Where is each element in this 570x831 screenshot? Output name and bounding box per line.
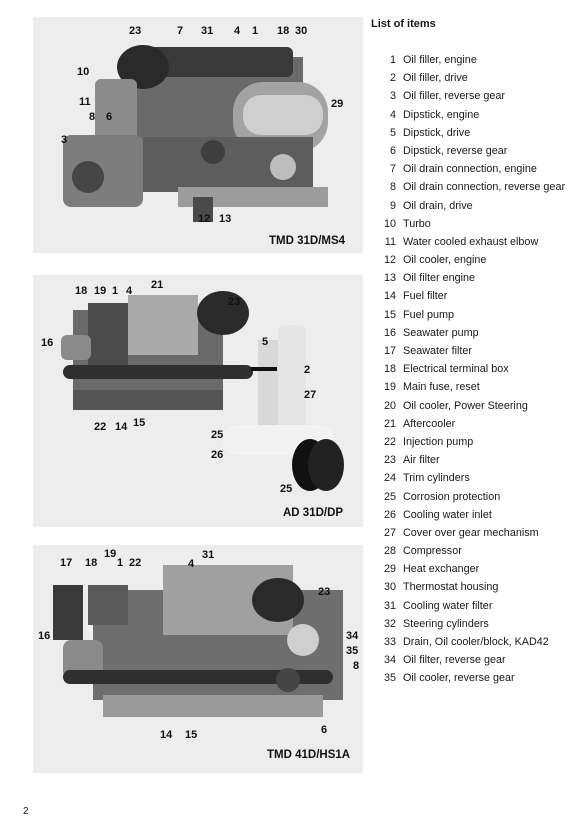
list-item: [371, 200, 566, 213]
engine-photo-tmd31d-ms4: [33, 17, 363, 253]
callout-15: 15: [133, 417, 146, 429]
callout-8: 8: [89, 111, 96, 123]
item-number: 30: [383, 581, 396, 594]
item-label: Air filter: [403, 454, 440, 467]
callout-14: 14: [115, 421, 128, 433]
callout-19: 19: [104, 548, 117, 560]
item-label: Dipstick, drive: [403, 126, 471, 139]
list-item: [371, 472, 566, 485]
item-label: Dipstick, engine: [403, 108, 480, 121]
items-list: [371, 54, 566, 691]
item-label: Fuel pump: [403, 308, 455, 321]
list-item: [371, 145, 566, 158]
callout-14: 14: [160, 729, 173, 741]
engine-photo-ad31d-dp: [33, 275, 363, 527]
item-label: Thermostat housing: [403, 581, 499, 594]
item-number: 3: [389, 90, 396, 103]
engine-illustration-3: [33, 545, 363, 773]
item-number: 24: [383, 472, 396, 485]
item-number: 19: [383, 381, 396, 394]
item-label: Cover over gear mechanism: [403, 526, 539, 539]
item-number: 26: [383, 508, 396, 521]
item-number: 18: [383, 363, 396, 376]
callout-16: 16: [38, 630, 51, 642]
item-number: 5: [389, 126, 396, 139]
item-label: Water cooled exhaust elbow: [403, 235, 539, 248]
caption-tmd41d-hs1a: TMD 41D/HS1A: [267, 749, 351, 761]
callout-1: 1: [117, 557, 124, 569]
item-label: Corrosion protection: [403, 490, 501, 503]
callout-23: 23: [129, 25, 142, 37]
list-item: [371, 454, 566, 467]
list-item: [371, 309, 566, 322]
list-item: [371, 127, 566, 140]
callout-26: 26: [211, 449, 224, 461]
list-item: [371, 163, 566, 176]
item-label: Oil filler, drive: [403, 72, 468, 85]
item-label: Oil cooler, reverse gear: [403, 672, 515, 685]
item-number: 15: [383, 308, 396, 321]
callout-15: 15: [185, 729, 198, 741]
item-label: Fuel filter: [403, 290, 448, 303]
item-number: 29: [383, 563, 396, 576]
item-number: 6: [389, 144, 396, 157]
callout-31: 31: [202, 549, 215, 561]
callout-23: 23: [318, 586, 331, 598]
callout-27: 27: [304, 389, 317, 401]
callout-16: 16: [41, 337, 54, 349]
callout-5: 5: [262, 336, 269, 348]
item-label: Injection pump: [403, 435, 474, 448]
list-item: [371, 327, 566, 340]
item-label: Oil cooler, engine: [403, 254, 487, 267]
item-number: 14: [383, 290, 396, 303]
callout-31: 31: [201, 25, 214, 37]
list-item: [371, 90, 566, 103]
item-label: Electrical terminal box: [403, 363, 509, 376]
item-label: Oil cooler, Power Steering: [403, 399, 528, 412]
engine-illustration-2: [33, 275, 363, 527]
callout-22: 22: [129, 557, 142, 569]
callout-19: 19: [94, 285, 107, 297]
item-label: Compressor: [403, 545, 462, 558]
item-number: 20: [383, 399, 396, 412]
callout-4: 4: [234, 25, 241, 37]
item-number: 11: [384, 235, 396, 248]
list-item: [371, 218, 566, 231]
item-label: Cooling water inlet: [403, 508, 492, 521]
callout-12: 12: [198, 213, 211, 225]
list-item: [371, 254, 566, 267]
engine-photo-tmd41d-hs1a: [33, 545, 363, 773]
list-item: [371, 509, 566, 522]
callout-8: 8: [353, 660, 360, 672]
item-number: 33: [383, 636, 396, 648]
list-item: [371, 672, 566, 685]
page-number: 2: [23, 806, 29, 817]
item-label: Oil filler, reverse gear: [403, 90, 506, 103]
callout-18: 18: [277, 25, 290, 37]
item-number: 2: [389, 72, 396, 85]
list-item: [371, 272, 566, 285]
list-item: [371, 109, 566, 122]
callout-6: 6: [321, 724, 328, 736]
callout-17: 17: [60, 557, 73, 569]
list-item: [371, 72, 566, 85]
item-number: 12: [383, 254, 396, 267]
item-number: 7: [389, 163, 396, 176]
callout-3: 3: [61, 134, 68, 146]
item-label: Dipstick, reverse gear: [403, 144, 508, 157]
callout-10: 10: [77, 66, 90, 78]
list-item: [371, 436, 566, 449]
item-number: 28: [383, 545, 396, 558]
item-label: Heat exchanger: [403, 563, 480, 576]
item-label: Steering cylinders: [403, 617, 489, 630]
item-label: Oil drain connection, engine: [403, 163, 537, 176]
item-label: Oil drain connection, reverse gear: [403, 181, 566, 194]
item-number: 9: [389, 199, 396, 212]
list-item: [371, 618, 566, 631]
item-label: Oil drain, drive: [403, 199, 473, 212]
callout-1: 1: [112, 285, 119, 297]
item-number: 21: [383, 417, 396, 430]
item-number: 32: [383, 617, 396, 630]
item-number: 35: [383, 672, 396, 685]
item-number: 13: [383, 272, 396, 285]
callout-13: 13: [219, 213, 232, 225]
callout-25: 25: [211, 429, 224, 441]
item-number: 1: [389, 54, 396, 66]
callout-34: 34: [346, 630, 359, 642]
callout-7: 7: [177, 25, 184, 37]
callout-6: 6: [106, 111, 113, 123]
list-item: [371, 545, 566, 558]
callout-4: 4: [188, 558, 195, 570]
item-number: 8: [389, 181, 396, 194]
item-label: Oil filler, engine: [403, 54, 477, 66]
list-title: List of items: [371, 18, 436, 30]
item-label: Oil filter, reverse gear: [403, 654, 506, 667]
item-label: Aftercooler: [403, 417, 456, 430]
item-number: 25: [383, 490, 396, 503]
list-item: [371, 563, 566, 576]
item-label: Oil filter engine: [403, 272, 476, 285]
item-label: Seawater filter: [403, 345, 473, 357]
list-item: [371, 418, 566, 431]
item-number: 34: [383, 654, 396, 667]
callout-29: 29: [331, 98, 344, 110]
list-item: [371, 400, 566, 413]
callout-2: 2: [304, 364, 311, 376]
list-item: [371, 236, 566, 249]
item-label: Drain, Oil cooler/block, KAD42: [403, 636, 549, 648]
list-item: [371, 600, 566, 613]
item-number: 10: [383, 217, 396, 230]
callout-23: 23: [228, 296, 241, 308]
list-item: [371, 345, 566, 358]
item-number: 23: [383, 454, 396, 467]
list-item: [371, 181, 566, 194]
callout-35: 35: [346, 645, 359, 657]
callout-25-lower: 25: [280, 483, 293, 495]
list-item: [371, 363, 566, 376]
caption-tmd31d-ms4: TMD 31D/MS4: [269, 235, 346, 247]
callout-21: 21: [151, 279, 164, 291]
list-item: [371, 527, 566, 540]
callout-1: 1: [252, 25, 259, 37]
list-item: [371, 636, 566, 649]
item-number: 17: [383, 345, 396, 357]
item-label: Seawater pump: [403, 326, 479, 339]
list-item: [371, 381, 566, 394]
callout-4: 4: [126, 285, 133, 297]
list-item: [371, 491, 566, 504]
item-number: 4: [389, 108, 396, 121]
list-item: [371, 54, 566, 67]
callout-18: 18: [75, 285, 88, 297]
item-label: Turbo: [403, 217, 431, 230]
list-item: [371, 290, 566, 303]
callout-30: 30: [295, 25, 308, 37]
item-label: Trim cylinders: [403, 472, 470, 485]
item-number: 27: [383, 526, 396, 539]
callout-11: 11: [79, 96, 91, 108]
item-number: 22: [383, 435, 396, 448]
list-item: [371, 581, 566, 594]
item-number: 31: [383, 599, 396, 612]
callout-18: 18: [85, 557, 98, 569]
list-item: [371, 654, 566, 667]
item-label: Main fuse, reset: [403, 381, 480, 394]
item-label: Cooling water filter: [403, 599, 493, 612]
item-number: 16: [383, 326, 396, 339]
callout-22: 22: [94, 421, 107, 433]
caption-ad31d-dp: AD 31D/DP: [283, 507, 344, 519]
